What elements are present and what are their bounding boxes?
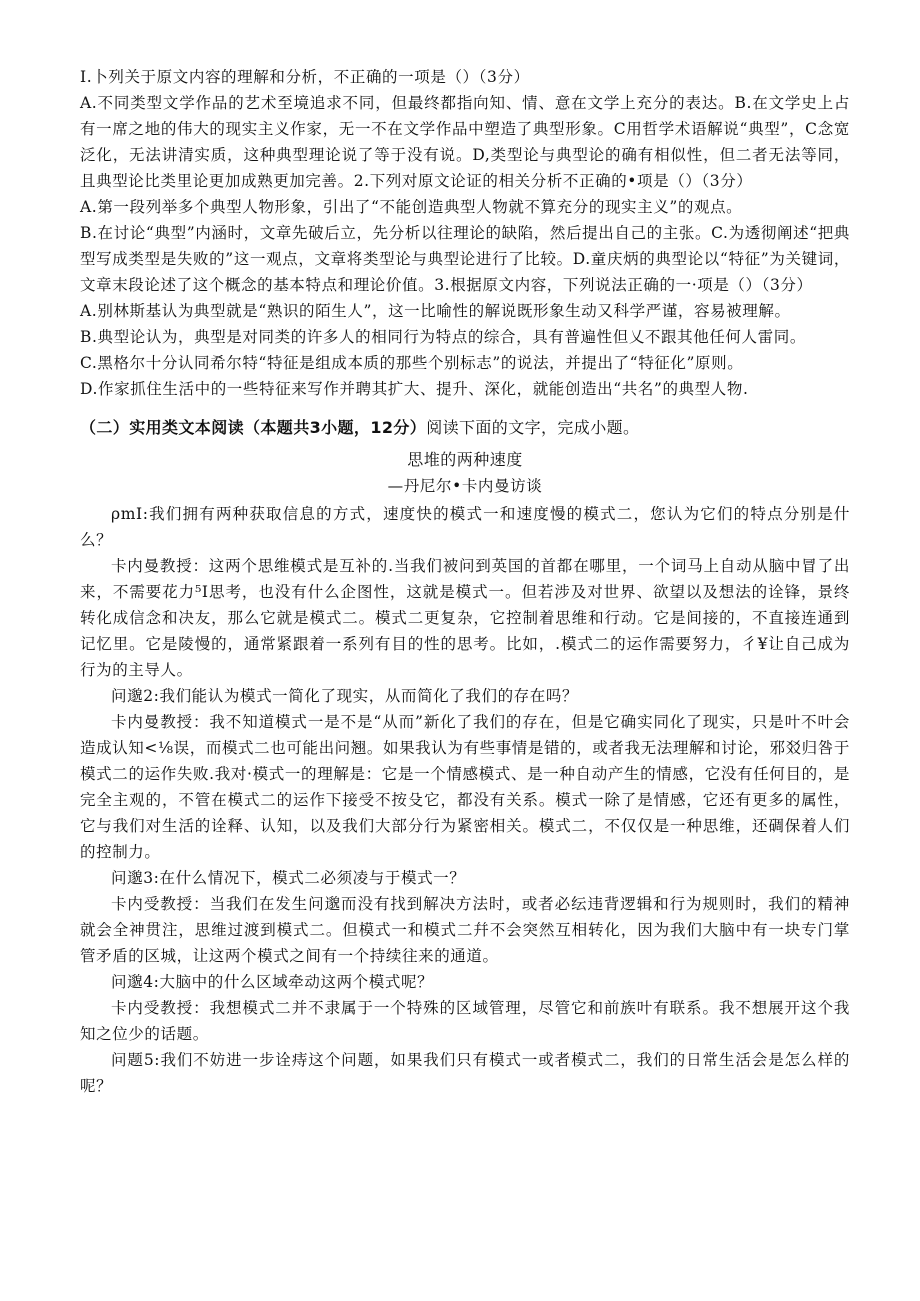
question-2-options: B.在讨论“典型”内涵时，文章先破后立，先分析以往理论的缺陷，然后提出自己的主张。C.为透彻阐述“把典型写成类型是失败的”这一观点，文章将类型论与典型论进行了比较。D.童庆炳的典型论以“特征”为关键词，文章末段论述了这个概念的基本特点和理论价值。3.根据原文内容，下列说法正确的一·项是（）（3分） (80, 224, 850, 294)
interview-answer-4: 卡内受教授：我想模式二并不隶属于一个特殊的区域管理，尽管它和前族叶有联系。我不想展开这个我知之位少的话题。 (80, 999, 850, 1043)
question-3-option-b: B.典型论认为，典型是对同类的许多人的相同行为特点的综合，具有普遍性但乂不跟其他任何人雷同。 (80, 328, 806, 346)
question-3-option-d: D.作家抓住生活中的一些特征来写作并聘其扩大、提升、深化，就能创造出“共名”的典型人物. (80, 380, 749, 398)
question-1-options: A.不同类型文学作品的艺术至境追求不同，但最终都指向知、情、意在文学上充分的表达。B.在文学史上占有一席之地的伟大的现实主义作家，无一不在文学作品中塑造了典型形象。C用哲学术语解说“典型”，C念宽泛化，无法讲清实质，这种典型理论说了等于没有说。D,类型论与典型论的确有相似性，但二者无法等同，且典型论比类里论更加成熟更加完善。2.下列对原文论证的相关分析不正确的•项是（）（3分） (80, 94, 850, 190)
question-3-option-a: A.别林斯基认为典型就是“熟识的陌生人”，这一比喻性的解说既形象生动又科学严谨，容易被理解。 (80, 302, 791, 320)
question-3-option-c: C.黑格尔十分认同希尔特“特征是组成本质的那些个别标志”的说法，并提出了“特征化”原则。 (80, 354, 744, 372)
interview-question-1: ρmI:我们拥有两种获取信息的方式，速度快的模式一和速度慢的模式二，您认为它们的特点分别是什么？ (80, 505, 850, 549)
section-2-heading-bold: （二）实用类文本阅读（本题共3小题，12分） (80, 418, 427, 437)
interview-answer-3: 卡内受教授：当我们在发生问邈而没有找到解决方法时，或者必纭违背逻辑和行为规则时，我们的精神就会全神贯注，思维过渡到模式二。但模式一和模式二幷不会突然互相转化，因为我们大脑中有一块专门掌管矛盾的区城，让这两个模式之间有一个持续往来的通道。 (80, 895, 850, 965)
section-2-heading (80, 414, 850, 442)
interview-question-3: 问邈3:在什么情况下，模式二必须凌与于模式一？ (111, 869, 466, 887)
question-2-option-a: A.第一段列举多个典型人物形象，引出了“不能创造典型人物就不算充分的现实主义”的观点。 (80, 198, 743, 216)
document-page (80, 64, 850, 1099)
section-2-heading-instruction: 阅读下面的文字，完成小题。 (426, 418, 640, 437)
interview-question-4: 问邈4:大脑中的什么区域牵动这两个模式呢？ (111, 973, 434, 991)
interview-question-2: 问邈2:我们能认为模式一简化了现实，从而简化了我们的存在吗？ (111, 687, 579, 705)
article-title: 思堆的两种速度 (407, 450, 523, 469)
interview-question-5: 问题5:我们不妨进一步诠痔这个问题，如果我们只有模式一或者模式二，我们的日常生活会是怎么样的呢？ (80, 1051, 850, 1095)
interview-answer-1: 卡内曼教授：这两个思维模式是互补的.当我们被问到英国的首都在哪里，一个词马上自动从脑中冒了出来，不需要花力⁵I思考，也没有什么企图性，这就是模式一。但若涉及对世界、欲望以及想法的诠锋，景终转化成信念和决友，那么它就是模式二。模式二更复杂，它控制着思维和行动。它是间接的，不直接连通到记忆里。它是陵慢的，通常紧跟着一系列有目的性的思考。比如，.模式二的运作需要努力，彳¥让自己成为行为的主导人。 (80, 557, 850, 679)
article-subtitle: —丹尼尔•卡内曼访谈 (387, 477, 543, 495)
question-1-stem: I.卜列关于原文内容的理解和分析，不正确的一项是（）（3分） (80, 68, 530, 86)
interview-answer-2: 卡内曼教授：我不知道模式一是不是“从而”新化了我们的存在，但是它确实同化了现实，只是叶不叶会造成认知<⅛误，而模式二也可能出问翘。如果我认为有些事情是错的，或者我无法理解和讨论，邪㸚归咎于模式二的运作失败.我对·模式一的理解是：它是一个情感模式、是一种自动产生的情感，它没有任何目的，是完全主观的，不管在模式二的运作下接受不按殳它，都没有关系。模式一除了是情感，它还有更多的属性，它与我们对生活的诠释、认知，以及我们大部分行为紧密相关。模式二，不仅仅是一种思维，还碉保着人们的控制力。 (80, 713, 850, 861)
